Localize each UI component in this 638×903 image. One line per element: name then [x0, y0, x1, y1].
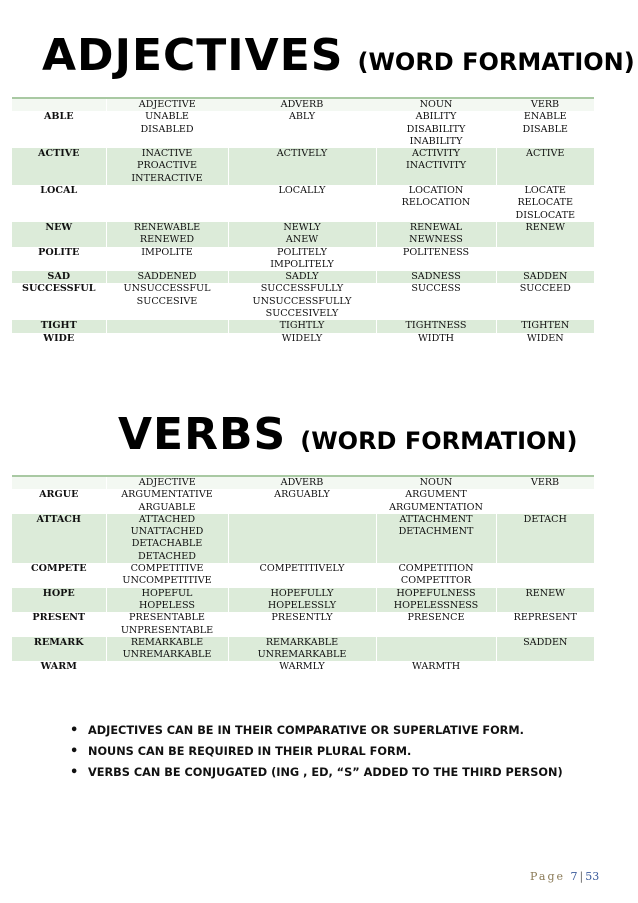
- table-row: [12, 222, 594, 247]
- cell-adjective: RENEWABLE RENEWED: [106, 222, 228, 247]
- row-word: PRESENT: [12, 612, 106, 637]
- row-word: LOCAL: [12, 185, 106, 222]
- cell-adjective: [106, 185, 228, 222]
- row-word: ACTIVE: [12, 148, 106, 185]
- cell-verb: RENEW: [496, 588, 594, 613]
- adjectives-subtitle: (WORD FORMATION): [357, 48, 635, 76]
- table-row: [12, 283, 594, 320]
- table-row: [12, 185, 594, 222]
- table-row: [12, 247, 594, 272]
- cell-adjective: INACTIVE PROACTIVE INTERACTIVE: [106, 148, 228, 185]
- cell-noun: RENEWAL NEWNESS: [376, 222, 496, 247]
- cell-verb: ACTIVE: [496, 148, 594, 185]
- cell-adverb: REMARKABLE UNREMARKABLE: [228, 637, 376, 662]
- cell-adjective: REMARKABLE UNREMARKABLE: [106, 637, 228, 662]
- cell-noun: WARMTH: [376, 661, 496, 673]
- note-item: • ADJECTIVES CAN BE IN THEIR COMPARATIVE OR SUPERLATIVE FORM.: [70, 723, 563, 744]
- column-header: [12, 98, 106, 111]
- cell-adverb: NEWLY ANEW: [228, 222, 376, 247]
- column-header: ADJECTIVE: [106, 98, 228, 111]
- row-word: REMARK: [12, 637, 106, 662]
- row-word: SUCCESSFUL: [12, 283, 106, 320]
- cell-noun: [376, 637, 496, 662]
- table-row: [12, 588, 594, 613]
- row-word: HOPE: [12, 588, 106, 613]
- table-row: [12, 661, 594, 673]
- cell-adverb: ARGUABLY: [228, 489, 376, 514]
- page-footer: [530, 870, 599, 883]
- column-header: NOUN: [376, 476, 496, 489]
- cell-verb: LOCATE RELOCATE DISLOCATE: [496, 185, 594, 222]
- cell-adjective: [106, 661, 228, 673]
- footer-label: Page: [530, 870, 566, 883]
- cell-verb: REPRESENT: [496, 612, 594, 637]
- cell-adjective: PRESENTABLE UNPRESENTABLE: [106, 612, 228, 637]
- table-row: [12, 333, 594, 345]
- row-word: ABLE: [12, 111, 106, 148]
- table-row: [12, 489, 594, 514]
- cell-verb: TIGHTEN: [496, 320, 594, 332]
- row-word: WARM: [12, 661, 106, 673]
- cell-adjective: UNSUCCESSFUL SUCCESIVE: [106, 283, 228, 320]
- verbs-heading: [118, 409, 638, 460]
- cell-adverb: WIDELY: [228, 333, 376, 345]
- row-word: SAD: [12, 271, 106, 283]
- column-header: ADJECTIVE: [106, 476, 228, 489]
- cell-adverb: ACTIVELY: [228, 148, 376, 185]
- cell-noun: SUCCESS: [376, 283, 496, 320]
- row-word: ATTACH: [12, 514, 106, 563]
- cell-adjective: ATTACHED UNATTACHED DETACHABLE DETACHED: [106, 514, 228, 563]
- cell-adverb: [228, 514, 376, 563]
- cell-adjective: IMPOLITE: [106, 247, 228, 272]
- table-header-row: [12, 476, 594, 489]
- footer-page-number: 7: [570, 870, 578, 883]
- cell-adjective: ARGUMENTATIVE ARGUABLE: [106, 489, 228, 514]
- cell-noun: COMPETITION COMPETITOR: [376, 563, 496, 588]
- table-row: [12, 563, 594, 588]
- cell-adjective: [106, 333, 228, 345]
- row-word: POLITE: [12, 247, 106, 272]
- cell-adverb: LOCALLY: [228, 185, 376, 222]
- cell-verb: [496, 563, 594, 588]
- cell-adjective: [106, 320, 228, 332]
- cell-verb: DETACH: [496, 514, 594, 563]
- table-row: [12, 271, 594, 283]
- cell-adjective: SADDENED: [106, 271, 228, 283]
- cell-verb: [496, 489, 594, 514]
- column-header: [12, 476, 106, 489]
- cell-noun: POLITENESS: [376, 247, 496, 272]
- cell-verb: [496, 247, 594, 272]
- row-word: COMPETE: [12, 563, 106, 588]
- cell-verb: ENABLE DISABLE: [496, 111, 594, 148]
- table-row: [12, 514, 594, 563]
- verbs-table: [12, 475, 594, 674]
- footer-separator: |: [579, 870, 584, 883]
- cell-noun: ACTIVITY INACTIVITY: [376, 148, 496, 185]
- row-word: NEW: [12, 222, 106, 247]
- footer-page-total: 53: [585, 870, 600, 883]
- table-row: [12, 111, 594, 148]
- cell-verb: RENEW: [496, 222, 594, 247]
- cell-noun: TIGHTNESS: [376, 320, 496, 332]
- cell-adverb: HOPEFULLY HOPELESSLY: [228, 588, 376, 613]
- cell-adjective: HOPEFUL HOPELESS: [106, 588, 228, 613]
- cell-verb: WIDEN: [496, 333, 594, 345]
- column-header: NOUN: [376, 98, 496, 111]
- cell-adverb: WARMLY: [228, 661, 376, 673]
- column-header: ADVERB: [228, 98, 376, 111]
- cell-verb: SADDEN: [496, 271, 594, 283]
- cell-adverb: PRESENTLY: [228, 612, 376, 637]
- cell-adverb: POLITELY IMPOLITELY: [228, 247, 376, 272]
- adjectives-heading: [42, 30, 638, 81]
- cell-verb: SADDEN: [496, 637, 594, 662]
- cell-noun: HOPEFULNESS HOPELESSNESS: [376, 588, 496, 613]
- cell-noun: LOCATION RELOCATION: [376, 185, 496, 222]
- column-header: VERB: [496, 98, 594, 111]
- table-header-row: [12, 98, 594, 111]
- row-word: WIDE: [12, 333, 106, 345]
- cell-adverb: TIGHTLY: [228, 320, 376, 332]
- row-word: ARGUE: [12, 489, 106, 514]
- row-word: TIGHT: [12, 320, 106, 332]
- adjectives-title: ADJECTIVES: [42, 30, 344, 81]
- cell-adjective: COMPETITIVE UNCOMPETITIVE: [106, 563, 228, 588]
- cell-adverb: SADLY: [228, 271, 376, 283]
- verbs-subtitle: (WORD FORMATION): [300, 427, 578, 455]
- cell-noun: ABILITY DISABILITY INABILITY: [376, 111, 496, 148]
- cell-adverb: ABLY: [228, 111, 376, 148]
- cell-noun: WIDTH: [376, 333, 496, 345]
- notes-list: [70, 723, 563, 786]
- cell-noun: ARGUMENT ARGUMENTATION: [376, 489, 496, 514]
- note-item: • VERBS CAN BE CONJUGATED (ING , ED, “S” ADDED TO THE THIRD PERSON): [70, 765, 563, 786]
- cell-noun: SADNESS: [376, 271, 496, 283]
- cell-verb: [496, 661, 594, 673]
- table-row: [12, 637, 594, 662]
- column-header: VERB: [496, 476, 594, 489]
- note-item: • NOUNS CAN BE REQUIRED IN THEIR PLURAL FORM.: [70, 744, 563, 765]
- table-row: [12, 148, 594, 185]
- cell-verb: SUCCEED: [496, 283, 594, 320]
- adjectives-table: [12, 97, 594, 345]
- cell-adverb: COMPETITIVELY: [228, 563, 376, 588]
- cell-noun: ATTACHMENT DETACHMENT: [376, 514, 496, 563]
- table-row: [12, 612, 594, 637]
- verbs-title: VERBS: [118, 409, 287, 460]
- table-row: [12, 320, 594, 332]
- cell-noun: PRESENCE: [376, 612, 496, 637]
- cell-adjective: UNABLE DISABLED: [106, 111, 228, 148]
- cell-adverb: SUCCESSFULLY UNSUCCESSFULLY SUCCESIVELY: [228, 283, 376, 320]
- column-header: ADVERB: [228, 476, 376, 489]
